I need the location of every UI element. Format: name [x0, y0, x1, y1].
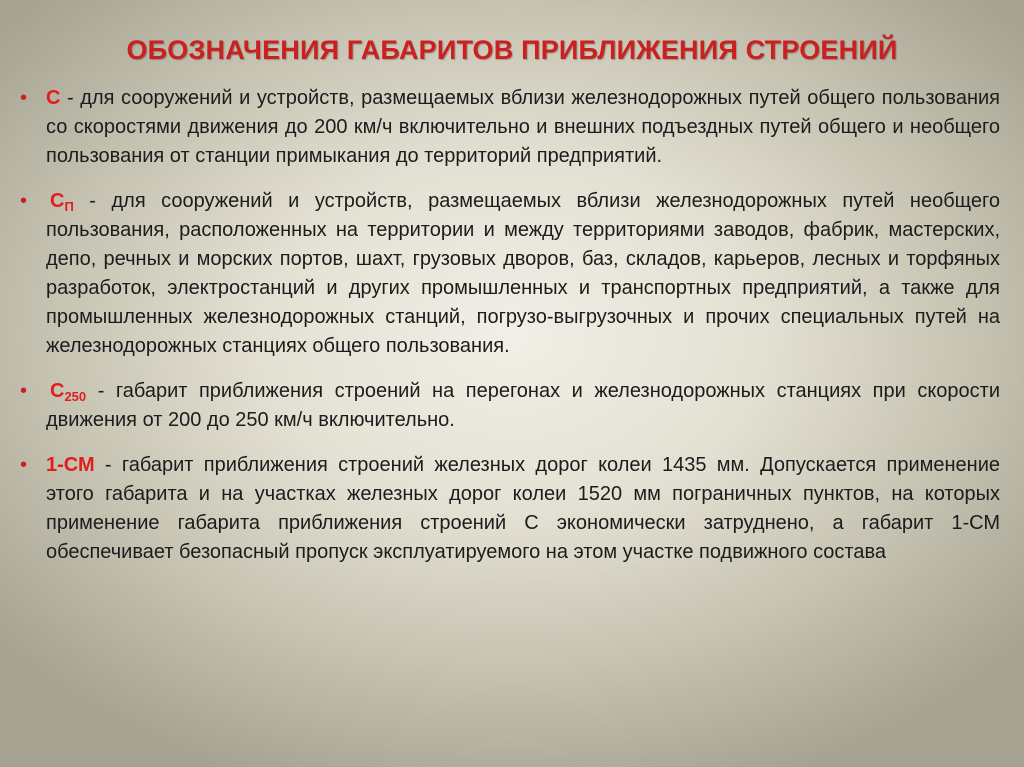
gauge-code-letter: С	[46, 87, 61, 109]
bullet-icon: •	[20, 87, 28, 109]
item-text	[46, 451, 1000, 567]
item-description: - габарит приближения строений железных дорог колеи 1435 мм. Допускается применение этого габарита и на участках железных дорог колеи 1520 мм пограничных пунктов, на которых применение габарита приближения строений С экономически затруднено, а габарит 1-СМ обеспечивает безопасный пропуск эксплуатируемого на этом участке подвижного состава	[46, 454, 1000, 563]
item-text	[46, 187, 1000, 361]
gauge-code-letter: 1-СМ	[46, 454, 95, 476]
list-item	[20, 84, 1000, 171]
list-item	[20, 451, 1000, 567]
gauge-code-letter: С	[50, 380, 65, 402]
gauge-code-letter: С	[50, 190, 65, 212]
bullet-icon: •	[20, 454, 28, 476]
bullet-icon: •	[20, 380, 28, 402]
item-description: - габарит приближения строений на перегонах и железнодорожных станциях при скорости движения от 200 до 250 км/ч включительно.	[46, 380, 1000, 431]
slide-title: ОБОЗНАЧЕНИЯ ГАБАРИТОВ ПРИБЛИЖЕНИЯ СТРОЕНИЙ	[126, 35, 898, 65]
item-text	[46, 377, 1000, 435]
item-description: - для сооружений и устройств, размещаемых вблизи железнодорожных путей необщего пользования, расположенных на территории и между территориями заводов, фабрик, мастерских, депо, речных и морских портов, шахт, грузовых дворов, баз, складов, карьеров, лесных и торфяных разработок, электростанций и других промышленных и транспортных предприятий, а также для промышленных железнодорожных станций, погрузо-выгрузочных и прочих специальных путей на железнодорожных станциях общего пользования.	[46, 190, 1000, 357]
list-item	[20, 187, 1000, 361]
gauge-code	[46, 87, 60, 109]
gauge-code	[50, 380, 86, 402]
item-text	[46, 84, 1000, 171]
gauge-code	[46, 454, 95, 476]
gauge-code-subscript: П	[64, 199, 74, 214]
list-item	[20, 377, 1000, 435]
item-description: - для сооружений и устройств, размещаемых вблизи железнодорожных путей общего пользования со скоростями движения до 200 км/ч включительно и внешних подъездных путей общего и необщего пользования от станции примыкания до территорий предприятий.	[46, 87, 1000, 167]
bullet-list	[20, 84, 1000, 583]
bullet-icon: •	[20, 190, 28, 212]
gauge-code-subscript: 250	[64, 389, 87, 404]
gauge-code	[50, 190, 74, 212]
